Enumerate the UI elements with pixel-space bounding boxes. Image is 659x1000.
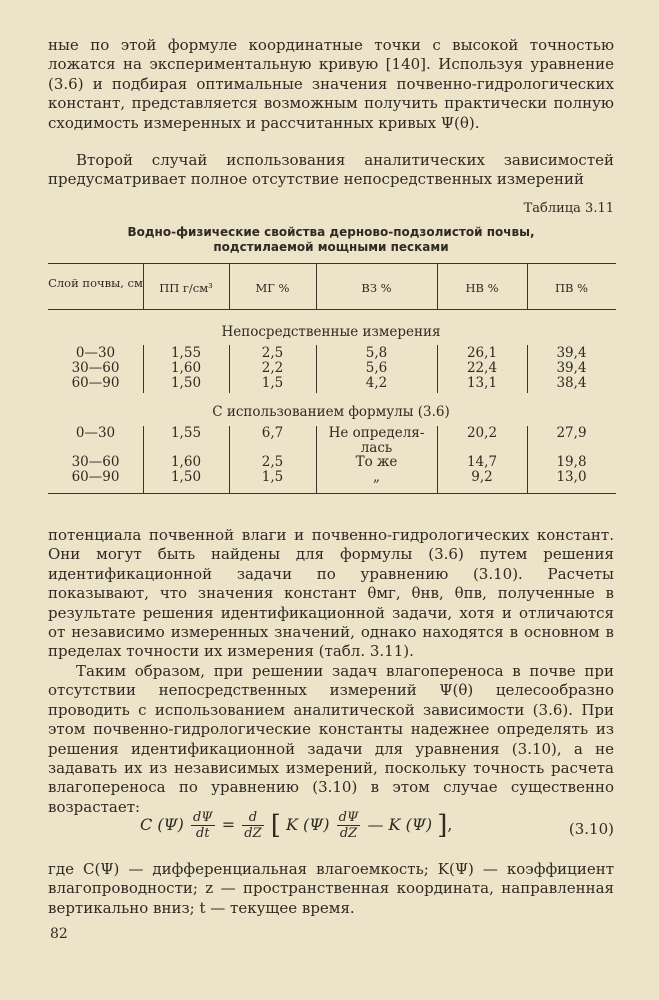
header-pv: ПВ % xyxy=(554,281,589,295)
table-cell: 0—30 xyxy=(75,425,116,441)
header-layer: Слой почвы, см xyxy=(48,276,143,290)
table-cell: 22,4 xyxy=(466,360,498,376)
left-bracket: [ xyxy=(270,810,281,841)
table-cell: 2,5 xyxy=(261,345,284,361)
table-cell: То же xyxy=(355,454,398,470)
table-cell: 38,4 xyxy=(556,375,587,391)
table-caption: Таблица 3.11 xyxy=(523,201,614,216)
table-cell: 60—90 xyxy=(71,375,120,391)
fraction-dpsi-dz xyxy=(337,810,361,841)
table-cell: „ xyxy=(373,469,380,485)
page-number: 82 xyxy=(50,926,68,942)
table-cell: 1,5 xyxy=(261,469,284,485)
table-cell: 13,0 xyxy=(556,469,587,485)
table-cell: 14,7 xyxy=(466,454,498,470)
table-cell: 30—60 xyxy=(71,454,120,470)
table-title-line-1: Водно-физические свойства дерново-подзолистой почвы, xyxy=(127,225,535,239)
table-cell: 39,4 xyxy=(556,345,587,361)
formula-k1: K (Ψ) xyxy=(285,815,330,834)
right-bracket: ] xyxy=(437,810,448,841)
table-title xyxy=(48,225,614,255)
paragraph-2: Второй случай использования аналитических зависимостей предусматривает полное отсутствие непосредственных измерений xyxy=(48,151,614,189)
table-cell: 1,50 xyxy=(170,469,202,485)
frac-num: dΨ xyxy=(192,810,213,825)
formula-lhs: C (Ψ) xyxy=(140,815,184,834)
table-cell: 1,55 xyxy=(170,345,202,361)
table-cell: 1,60 xyxy=(170,360,202,376)
paragraph-1: ные по этой формуле координатные точки с высокой точностью ложатся на экспериментальную кривую [140]. Используя уравнение (3.6) и подбирая оптимальные значения почвенно-гидрологических констант, представляется возможным получить практически полную сходимость измеренных и рассчитанных кривых Ψ(θ). xyxy=(48,36,614,132)
table-cell: 6,7 xyxy=(261,425,284,441)
table-cell: Не определя- лась xyxy=(328,425,425,456)
table-cell: 19,8 xyxy=(556,454,587,470)
frac-den: dZ xyxy=(244,826,262,841)
table-title-line-2: подстилаемой мощными песками xyxy=(213,240,449,254)
frac-den: dZ xyxy=(339,826,358,841)
header-nv: НВ % xyxy=(465,281,499,295)
paragraph-3: потенциала почвенной влаги и почвенно-гидрологических констант. Они могут быть найдены для формулы (3.6) путем решения идентификационной задачи по уравнению (3.10). Расчеты показывают, что значения констант θмг, θнв, θпв, полученные в результате решения идентификационной задачи, хотя и отличаются от независимо измеренных значений, однако находятся в основном в пределах точности их измерения (табл. 3.11). xyxy=(48,526,614,661)
table-cell: 27,9 xyxy=(556,425,587,441)
equation-number: (3.10) xyxy=(568,820,614,838)
comma: , xyxy=(447,815,453,834)
header-mg: МГ % xyxy=(255,281,290,295)
table-cell: 1,60 xyxy=(170,454,202,470)
fraction-dpsi-dt xyxy=(191,810,215,841)
equation-3-10 xyxy=(140,810,520,856)
frac-den: dt xyxy=(196,826,210,841)
table-cell: 1,55 xyxy=(170,425,202,441)
table-cell: 9,2 xyxy=(471,469,493,485)
table-top-rule xyxy=(48,263,616,264)
table-cell: 2,2 xyxy=(261,360,284,376)
fraction-d-dz xyxy=(242,810,263,841)
frac-num: dΨ xyxy=(338,810,359,825)
table-cell: 26,1 xyxy=(466,345,498,361)
table-cell: 4,2 xyxy=(365,375,388,391)
section-formula-based: С использованием формулы (3.6) xyxy=(212,404,450,420)
formula-k2: — K (Ψ) xyxy=(367,815,433,834)
section-direct-measurements: Непосредственные измерения xyxy=(221,324,441,340)
table-cell: 30—60 xyxy=(71,360,120,376)
table-cell: 20,2 xyxy=(466,425,498,441)
table-cell: 2,5 xyxy=(261,454,284,470)
table-cell: 5,8 xyxy=(365,345,388,361)
table-cell: 13,1 xyxy=(466,375,498,391)
paragraph-4: Таким образом, при решении задач влагопереноса в почве при отсутствии непосредственных измерений Ψ(θ) целесообразно проводить с использованием аналитической зависимости (3.6). При этом почвенно-гидрологические константы надежнее определять из решения идентификационной задачи для уравнения (3.10), а не задавать их из независимых измерений, поскольку точность расчета влагопереноса по уравнению (3.10) в этом случае существенно возрастает: xyxy=(48,662,614,816)
table-header-rule xyxy=(48,309,616,310)
table-cell: 1,50 xyxy=(170,375,202,391)
table-bottom-rule xyxy=(48,493,616,494)
table-cell: 1,5 xyxy=(261,375,284,391)
table-cell: 39,4 xyxy=(556,360,587,376)
paragraph-5: где C(Ψ) — дифференциальная влагоемкость; K(Ψ) — коэффициент влагопроводности; z — пространственная координата, направленная вертикально вниз; t — текущее время. xyxy=(48,860,614,917)
table-cell: 60—90 xyxy=(71,469,120,485)
frac-num: d xyxy=(242,810,263,826)
header-pp: ПП г/см³ xyxy=(159,281,213,295)
table-cell: 0—30 xyxy=(75,345,116,361)
header-vz: ВЗ % xyxy=(361,281,392,295)
equals-sign: = xyxy=(221,815,236,834)
table-cell: 5,6 xyxy=(365,360,388,376)
